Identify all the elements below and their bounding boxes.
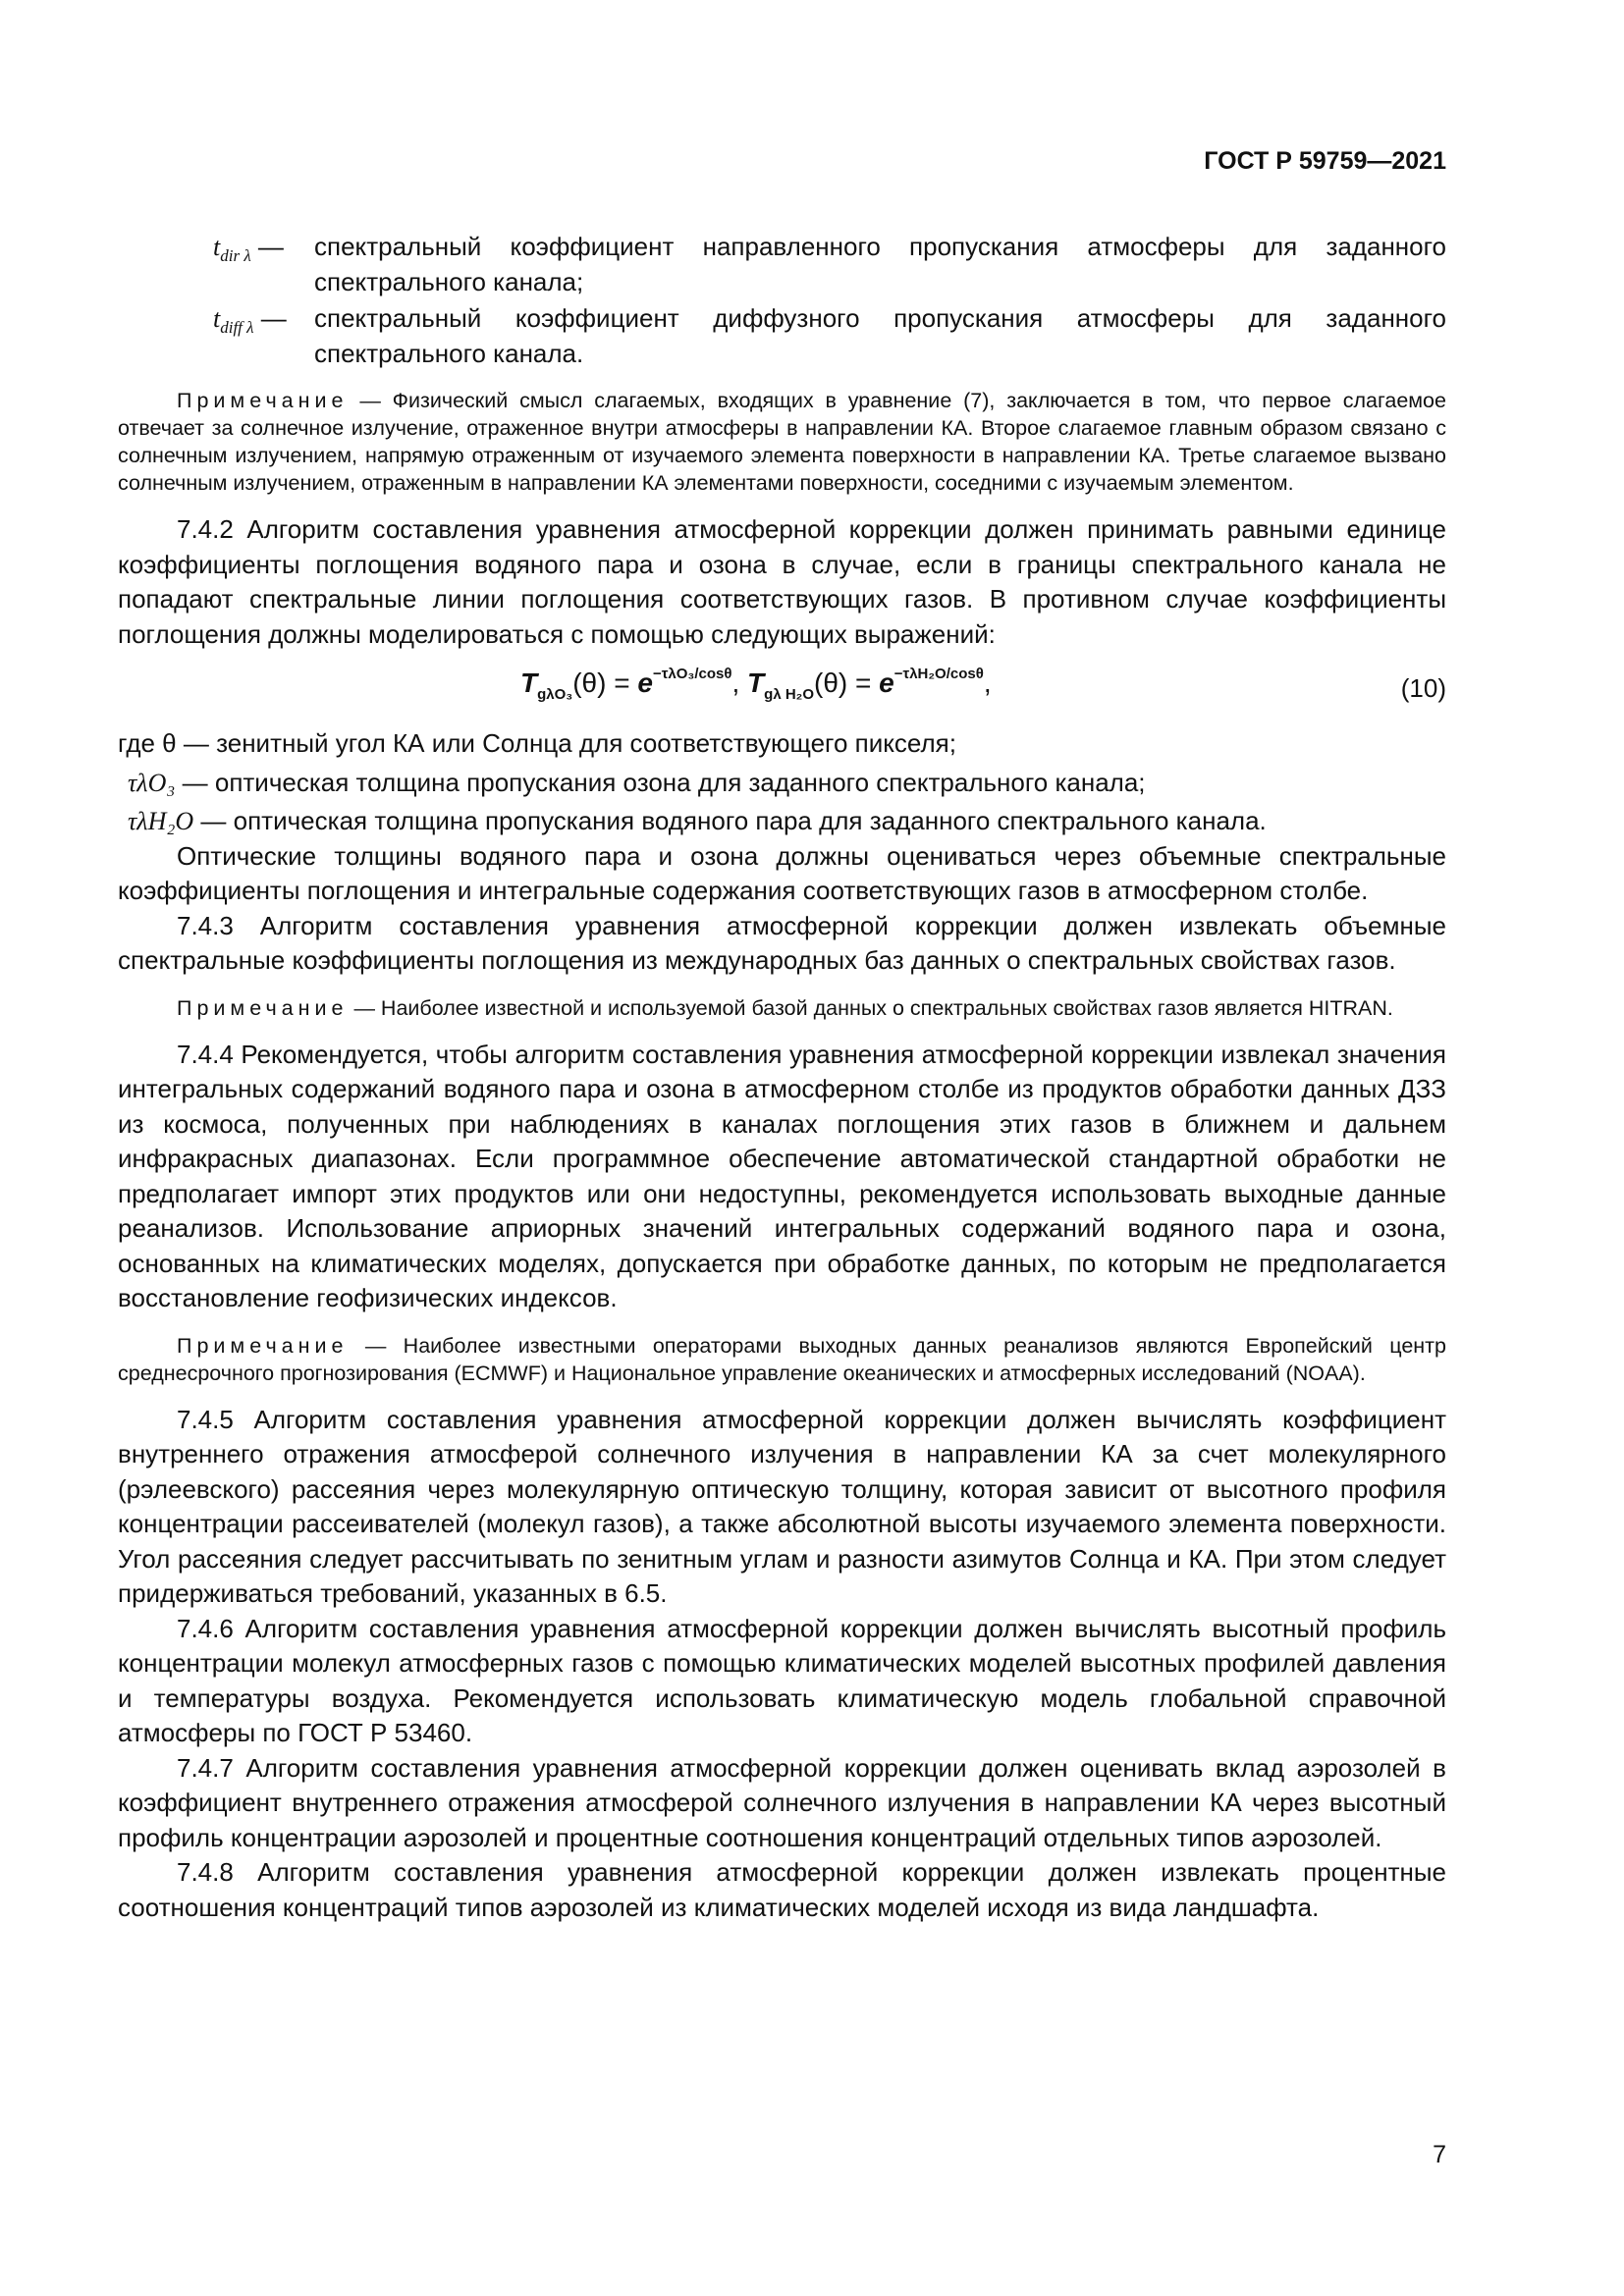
formula-end: ,	[983, 667, 992, 698]
definition-dash: —	[257, 232, 284, 261]
formula-theta2: (θ)	[814, 667, 848, 698]
where-symbol-text: τλH₂O	[128, 807, 194, 835]
where-symbol	[118, 766, 215, 801]
definition-tdir	[213, 230, 1446, 299]
note-3	[118, 1332, 1446, 1387]
where-symbol	[118, 804, 234, 839]
where-tau-o3	[118, 766, 1446, 801]
definition-text: спектральный коэффициент диффузного пропускания атмосферы для заданного спектрального канала.	[314, 303, 1446, 368]
where-tau-h2o	[118, 804, 1446, 839]
definitions-top	[118, 230, 1446, 371]
where-dash: —	[200, 806, 227, 835]
standard-header: ГОСТ Р 59759—2021	[1204, 147, 1446, 175]
paragraph-7-4-8: 7.4.8 Алгоритм составления уравнения атмосферной коррекции должен извлекать процентные соотношения концентраций типов аэрозолей из климатических моделей исходя из вида ландшафта.	[118, 1857, 1446, 1922]
formula-exp1: −τλO₃/cosθ	[652, 666, 732, 682]
paragraph-7-4-6: 7.4.6 Алгоритм составления уравнения атмосферной коррекции должен вычислять высотный профиль концентрации молекул атмосферных газов с помощью климатических моделей высотных профилей давления и температуры воздуха. Рекомендуется использовать климатическую модель глобальной справочной атмосферы по ГОСТ Р 53460.	[118, 1613, 1446, 1747]
paragraph-7-4-3: 7.4.3 Алгоритм составления уравнения атмосферной коррекции должен извлекать объемные спектральные коэффициенты поглощения из международных баз данных о спектральных свойствах газов.	[118, 910, 1446, 975]
definition-symbol	[213, 230, 314, 299]
paragraph-7-4-5: 7.4.5 Алгоритм составления уравнения атмосферной коррекции должен вычислять коэффициент внутреннего отражения атмосферой солнечного излучения в направлении КА за счет молекулярного (рэлеевского) рассеяния через молекулярную оптическую толщину, которая зависит от высотного профиля концентрации рассеивателей (молекул газов), а также абсолютной высоты изучаемого элемента поверхности. Угол рассеяния следует рассчитывать по зенитным углам и разности азимутов Солнца и КА. При этом следует придерживаться требований, указанных в 6.5.	[118, 1404, 1446, 1608]
note-1	[118, 387, 1446, 497]
note-text: — Наиболее известными операторами выходных данных реанализов являются Европейский центр среднесрочного прогнозирования (ECMWF) и Национальное управление океанических и атмосферных исследований (NOAA).	[118, 1333, 1446, 1385]
paragraph-7-4-7: 7.4.7 Алгоритм составления уравнения атмосферной коррекции должен оценивать вклад аэрозолей в коэффициент внутреннего отражения атмосферой солнечного излучения в направлении КА через высотный профиль концентрации аэрозолей и процентные соотношения концентраций отдельных типов аэрозолей.	[118, 1752, 1446, 1852]
formula-sub1: gλO₃	[537, 686, 573, 703]
where-theta	[118, 726, 1446, 762]
where-symbol-text: τλO₃	[128, 768, 176, 797]
note-text: — Физический смысл слагаемых, входящих в уравнение (7), заключается в том, что первое слагаемое отвечает за солнечное излучение, отраженное внутри атмосферы в направлении КА. Второе слагаемое главным образом связано с солнечным излучением, напрямую отраженным от изучаемого элемента поверхности в направлении КА. Третье слагаемое вызвано солнечным излучением, отраженным в направлении КА элементами поверхности, соседними с изучаемым элементом.	[118, 389, 1446, 495]
note-text: — Наиболее известной и используемой базой данных о спектральных свойствах газов является HITRAN.	[353, 995, 1393, 1020]
definition-text: спектральный коэффициент направленного пропускания атмосферы для заданного спектрального канала;	[314, 232, 1446, 296]
page-number: 7	[1433, 2141, 1446, 2168]
where-definitions	[118, 726, 1446, 839]
definition-dash: —	[260, 303, 287, 333]
note-2	[118, 994, 1446, 1022]
formula-sep: ,	[731, 667, 740, 698]
formula-e1: e	[637, 667, 653, 698]
formula-e2: e	[879, 667, 894, 698]
formula-t1: T	[520, 667, 538, 698]
definition-symbol	[213, 301, 314, 371]
formula-exp2: −τλH₂O/cosθ	[893, 666, 984, 682]
formula-eq1: =	[614, 667, 630, 698]
formula-theta1: (θ)	[572, 667, 607, 698]
where-dash: —	[182, 767, 208, 797]
paragraph-7-4-4: 7.4.4 Рекомендуется, чтобы алгоритм составления уравнения атмосферной коррекции извлекал значения интегральных содержаний водяного пара и озона в атмосферном столбе из продуктов обработки данных ДЗЗ из космоса, полученных при наблюдениях в каналах поглощения этих газов в ближнем и дальнем инфракрасных диапазонах. Если программное обеспечение автоматической стандартной обработки не предполагает импорт этих продуктов или они недоступны, рекомендуется использовать выходные данные реанализов. Использование априорных значений интегральных содержаний водяного пара и озона, основанных на климатических моделях, допускается при обработке данных, по которым не предполагается восстановление геофизических индексов.	[118, 1039, 1446, 1312]
note-label: Примечание	[177, 995, 349, 1020]
formula-expression	[520, 666, 992, 703]
page-content	[118, 230, 1446, 1925]
where-symbol	[118, 726, 216, 762]
where-symbol-text: где θ	[118, 728, 177, 758]
formula-eq2: =	[855, 667, 872, 698]
symbol-main: t	[213, 304, 221, 333]
note-label: Примечание	[177, 389, 349, 412]
definition-tdiff	[213, 301, 1446, 371]
paragraph-optical: Оптические толщины водяного пара и озона должны оцениваться через объемные спектральные коэффициенты поглощения и интегральные содержания соответствующих газов в атмосферном столбе.	[118, 840, 1446, 905]
formula-sub2: gλ H₂O	[764, 686, 814, 703]
formula-10	[118, 652, 1446, 717]
note-label: Примечание	[177, 1333, 349, 1358]
symbol-sub: diff λ	[220, 318, 254, 337]
formula-t2: T	[747, 667, 765, 698]
formula-number: (10)	[1400, 673, 1446, 703]
paragraph-7-4-2: 7.4.2 Алгоритм составления уравнения атмосферной коррекции должен принимать равными единице коэффициенты поглощения водяного пара и озона в случае, если в границы спектрального канала не попадают спектральные линии поглощения соответствующих газов. В противном случае коэффициенты поглощения должны моделироваться с помощью следующих выражений:	[118, 514, 1446, 649]
where-dash: —	[183, 728, 209, 758]
where-text: оптическая толщина пропускания озона для заданного спектрального канала;	[214, 767, 1146, 797]
symbol-main: t	[213, 233, 221, 261]
where-text: оптическая толщина пропускания водяного пара для заданного спектрального канала.	[233, 806, 1267, 835]
symbol-sub: dir λ	[220, 246, 251, 265]
where-text: зенитный угол КА или Солнца для соответствующего пикселя;	[216, 728, 956, 758]
